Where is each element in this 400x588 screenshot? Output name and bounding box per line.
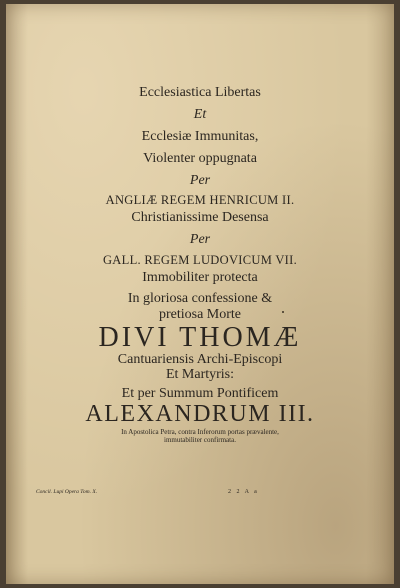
ink-speck bbox=[282, 311, 284, 313]
title-line-9: GALL. REGEM LUDOVICUM VII. bbox=[102, 253, 297, 267]
title-page bbox=[6, 4, 394, 584]
signature-marks: 2 2 A a bbox=[228, 489, 259, 495]
title-line-18: In Apostolica Petra, contra Inferorum portas prævalente, bbox=[121, 428, 279, 436]
title-line-15: Et Martyris: bbox=[165, 367, 235, 382]
signature-line: Concil. Lupi Opera Tom. X. bbox=[36, 489, 98, 495]
title-line-2: Et bbox=[193, 107, 207, 122]
title-line-7: Christianissime Desensa bbox=[131, 210, 269, 225]
title-line-12: pretiosa Morte bbox=[158, 307, 242, 322]
title-line-3: Ecclesiæ Immunitas, bbox=[141, 129, 259, 144]
title-line-14: Cantuariensis Archi-Episcopi bbox=[117, 352, 283, 367]
title-line-10: Immobiliter protecta bbox=[142, 270, 258, 285]
title-line-5: Per bbox=[189, 173, 211, 188]
title-line-17: ALEXANDRUM III. bbox=[85, 401, 315, 427]
title-line-13: DIVI THOMÆ bbox=[98, 322, 302, 353]
title-line-1: Ecclesiastica Libertas bbox=[139, 85, 261, 100]
title-line-8: Per bbox=[189, 232, 211, 247]
title-line-4: Violenter oppugnata bbox=[143, 151, 257, 166]
title-line-6: ANGLIÆ REGEM HENRICUM II. bbox=[105, 193, 295, 207]
title-line-11: In gloriosa confessione & bbox=[127, 291, 273, 306]
title-line-19: immutabiliter confirmata. bbox=[164, 436, 236, 444]
title-line-16: Et per Summum Pontificem bbox=[121, 386, 279, 401]
